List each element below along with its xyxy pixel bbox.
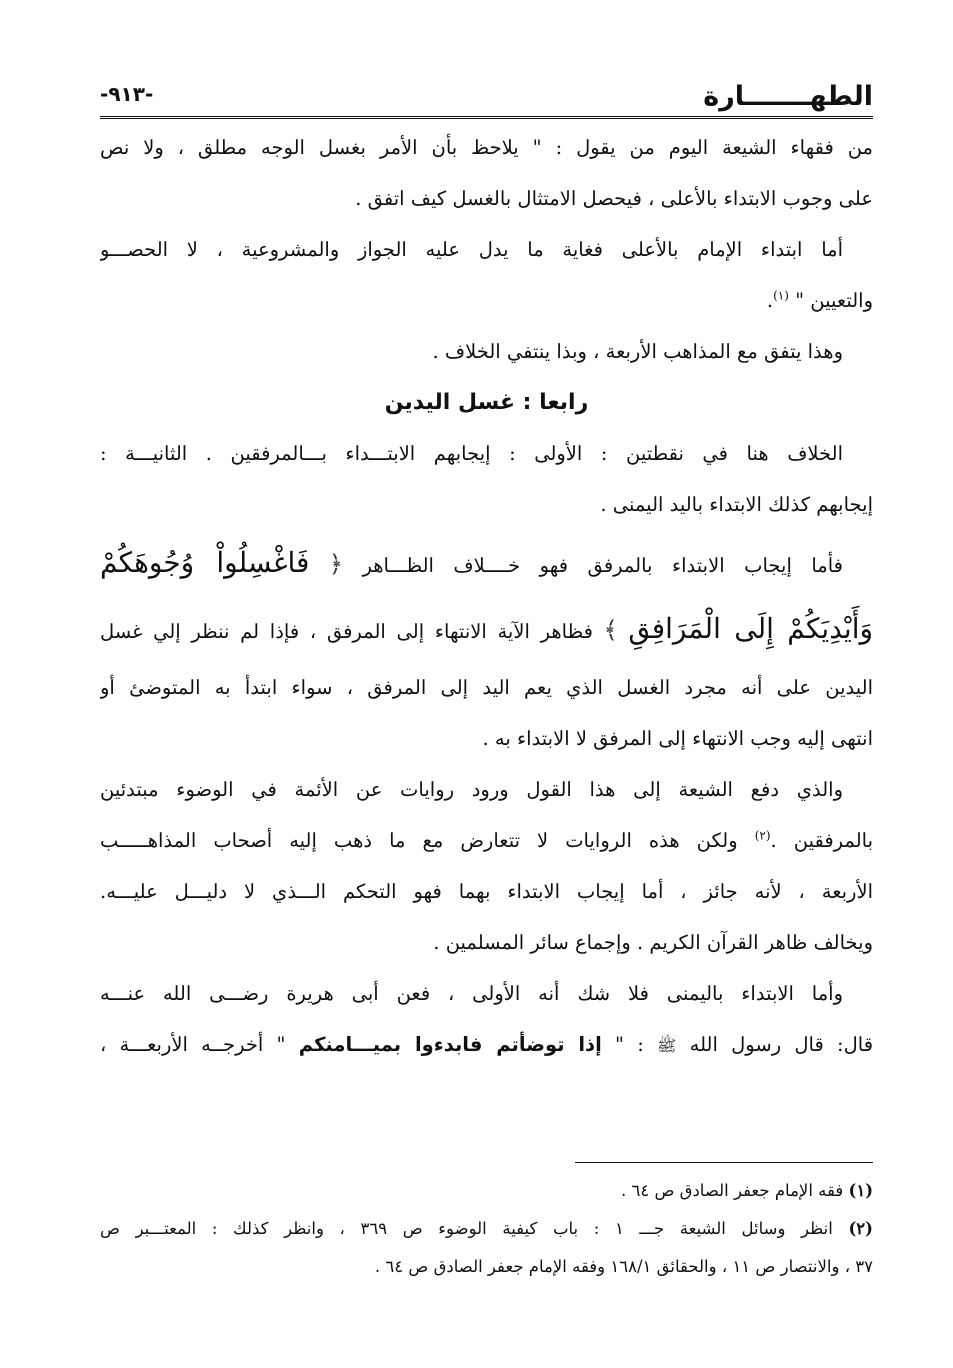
footnote-1 (100, 1172, 873, 1210)
text-line: إيجابهم كذلك الابتداء باليد اليمنى . (600, 493, 873, 516)
footnotes (100, 1172, 873, 1286)
text-span: والتعيين " (795, 289, 873, 312)
text-line: وأما الابتداء باليمنى فلا شك أنه الأولى ، فعن أبى هريرة رضـــى الله عنـــه (100, 982, 843, 1005)
text-line: اليدين على أنه مجرد الغسل الذي يعم اليد إلى المرفق ، سواء ابتدأ به المتوضئ أو (100, 676, 873, 699)
text-span: " أخرجــه الأربعـــة ، (100, 1033, 286, 1056)
quran-verse: وَأَيْدِيَكُمْ إِلَى الْمَرَافِقِ (628, 612, 873, 645)
footnote-ref-1: (١) (773, 288, 789, 303)
text-span: قال: قال رسول الله (689, 1033, 873, 1056)
text-line: أما ابتداء الإمام بالأعلى فغاية ما يدل عليه الجواز والمشروعية ، لا الحصـــو (100, 238, 843, 261)
running-header (100, 70, 873, 119)
quran-close-bracket: ﴾ (603, 616, 618, 644)
text-line: على وجوب الابتداء بالأعلى ، فيحصل الامتثال بالغسل كيف اتفق . (355, 187, 873, 210)
text-line (100, 275, 873, 326)
text-span: ولكن هذه الروايات لا تتعارض مع ما ذهب إليه أصحاب المذاهـــــب (100, 829, 738, 852)
footnote-2-continued: ٣٧ ، والانتصار ص ١١ ، والحقائق ١٦٨/١ وفقه الإمام جعفر الصادق ص ٦٤ . (374, 1257, 873, 1276)
footnote-separator (575, 1162, 873, 1163)
page-number: -٩١٣- (100, 82, 154, 106)
text-span: . (766, 289, 774, 312)
text-line (100, 530, 873, 596)
text-line (100, 596, 873, 662)
honorific-glyph: ﷺ (657, 1036, 677, 1055)
footnote-2 (100, 1210, 873, 1248)
footnote-number: (٢) (848, 1219, 873, 1238)
text-span: بالمرفقين . (770, 829, 873, 852)
text-line (100, 815, 873, 866)
text-span: فأما إيجاب الابتداء بالمرفق فهو خــــلاف الظـــاهر (362, 554, 844, 577)
text-line: والذي دفع الشيعة إلى هذا القول ورود روايات عن الأئمة في الوضوء مبتدئين (100, 778, 843, 801)
hadith-quote: إذا توضأتم فابدءوا بميـــامنكم (298, 1033, 602, 1056)
text-span: فظاهر الآية الانتهاء إلى المرفق ، فإذا لم ننظر إلي غسل (100, 620, 593, 643)
text-line: الخلاف هنا في نقطتين : الأولى : إيجابهم الابتـــداء بـــالمرفقين . الثانيـــة : (100, 442, 843, 465)
text-line: انتهى إليه وجب الانتهاء إلى المرفق لا الابتداء به . (482, 727, 873, 750)
text-span: : " (615, 1033, 644, 1056)
quran-open-bracket: ﴿ (328, 550, 343, 578)
quran-verse: فَاغْسِلُواْ وُجُوهَكُمْ (100, 546, 310, 579)
text-line: وهذا يتفق مع المذاهب الأربعة ، وبذا ينتفي الخلاف . (432, 340, 843, 363)
text-line: من فقهاء الشيعة اليوم من يقول : " يلاحظ بأن الأمر بغسل الوجه مطلق ، ولا نص (100, 136, 873, 159)
text-line (100, 1019, 873, 1070)
body-text (100, 122, 873, 1070)
chapter-title: الطهـــــــارة (703, 81, 873, 112)
footnote-ref-2: (٢) (754, 828, 771, 843)
footnote-text: انظر وسائل الشيعة جـــ ١ : باب كيفية الوضوء ص ٣٦٩ ، وانظر كذلك : المعتـــبر ص (100, 1219, 833, 1238)
section-heading: رابعا : غسل اليدين (384, 390, 589, 415)
footnote-text: فقه الإمام جعفر الصادق ص ٦٤ . (620, 1181, 844, 1200)
text-line: الأربعة ، لأنه جائز ، أما إيجاب الابتداء بهما فهو التحكم الـــذي لا دليـــل عليـــه. (100, 880, 873, 903)
footnote-number: (١) (848, 1181, 873, 1200)
text-line: ويخالف ظاهر القرآن الكريم . وإجماع سائر المسلمين . (433, 931, 873, 954)
